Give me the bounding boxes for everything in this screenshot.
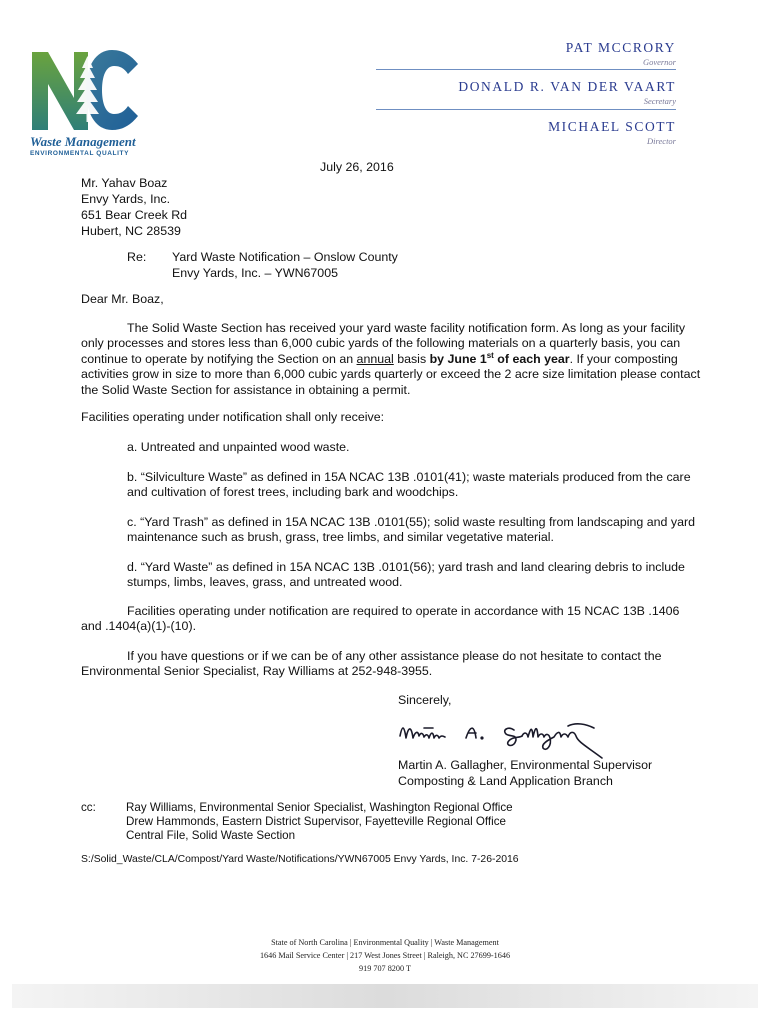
p1-deadline-text-2: of each year	[493, 351, 570, 366]
p1-deadline	[430, 352, 570, 366]
nc-deq-logo	[30, 46, 142, 162]
header-rule-2	[376, 109, 676, 110]
p1-deadline-sup: st	[486, 350, 494, 360]
footer-line-2: 1646 Mail Service Center | 217 West Jones Street | Raleigh, NC 27699-1646	[259, 951, 511, 960]
re-line: Envy Yards, Inc. – YWN67005	[172, 266, 338, 280]
p1-text-a: The Solid Waste Section has received your yard waste facility notification form. As long as your facility only processes and stores less than 6,000 cubic yards of the following materials on a quarterly basis, you can continue to operate by notifying the Section on an	[81, 321, 686, 366]
footer-bar	[12, 984, 758, 1008]
p1-text-b: basis	[393, 351, 430, 366]
cc-line: Drew Hammonds, Eastern District Supervisor, Fayetteville Regional Office	[126, 815, 506, 828]
official-director	[548, 119, 676, 146]
footer-line-1: State of North Carolina | Environmental Quality | Waste Management	[271, 938, 499, 947]
official-title: Secretary	[643, 96, 676, 106]
paragraph-4: If you have questions or if we can be of any other assistance please do not hesitate to contact the Environmental Senior Specialist, Ray Williams at 252-948-3955.	[81, 649, 662, 679]
cc-line: Ray Williams, Environmental Senior Specialist, Washington Regional Office	[126, 801, 513, 814]
official-title: Governor	[642, 57, 676, 67]
official-title: Director	[647, 136, 676, 146]
cc-line: Central File, Solid Waste Section	[126, 829, 296, 842]
logo-title: Waste Management	[30, 134, 136, 149]
paragraph-2: Facilities operating under notification shall only receive:	[81, 410, 385, 424]
address-line: 651 Bear Creek Rd	[81, 208, 188, 222]
address-line: Mr. Yahav Boaz	[81, 176, 168, 190]
nc-letters-graphic	[30, 46, 142, 132]
file-path: S:/Solid_Waste/CLA/Compost/Yard Waste/Notifications/YWN67005 Envy Yards, Inc. 7-26-2016	[81, 854, 519, 865]
handwritten-signature	[396, 716, 634, 762]
address-line: Envy Yards, Inc.	[81, 192, 171, 206]
official-name: PAT MCCRORY	[565, 40, 676, 55]
re-line: Yard Waste Notification – Onslow County	[172, 250, 398, 264]
list-item-a: a. Untreated and unpainted wood waste.	[127, 440, 350, 454]
closing: Sincerely,	[398, 693, 452, 707]
paragraph-1	[81, 321, 701, 398]
logo-subtitle: ENVIRONMENTAL QUALITY	[30, 150, 130, 157]
address-line: Hubert, NC 28539	[81, 224, 181, 238]
footer-line-3: 919 707 8200 T	[359, 964, 411, 973]
official-governor	[566, 40, 676, 67]
list-item-d: d. “Yard Waste” as defined in 15A NCAC 13B .0101(56); yard trash and land clearing debris to include stumps, limbs, leaves, grass, and untreated wood.	[127, 560, 685, 590]
list-item-c: c. “Yard Trash” as defined in 15A NCAC 13B .0101(55); solid waste resulting from landscaping and yard maintenance such as brush, grass, tree limbs, and similar vegetative material.	[127, 515, 695, 545]
official-name: MICHAEL SCOTT	[548, 119, 676, 134]
signer-name: Martin A. Gallagher, Environmental Supervisor	[398, 758, 653, 772]
official-name: DONALD R. VAN DER VAART	[458, 79, 676, 94]
salutation: Dear Mr. Boaz,	[81, 292, 164, 306]
p1-deadline-text: by June 1	[429, 351, 487, 366]
p1-text-c: . If your composting activities grow in size to more than 6,000 cubic yards quarterly or exceed the 2 acre size limitation please contact the Solid Waste Section for assistance in obtaining a permit.	[81, 351, 701, 397]
p1-annual: annual	[356, 351, 394, 366]
re-label: Re:	[127, 250, 147, 264]
signer-branch: Composting & Land Application Branch	[398, 774, 613, 788]
paragraph-3: Facilities operating under notification are required to operate in accordance with 15 NCAC 13B .1406 and .1404(a)(1)-(10).	[81, 604, 680, 634]
letter-date: July 26, 2016	[320, 160, 394, 174]
list-item-b: b. “Silviculture Waste” as defined in 15A NCAC 13B .0101(41); waste materials produced from the care and cultivation of forest trees, including bark and woodchips.	[127, 470, 691, 500]
cc-label: cc:	[81, 801, 96, 814]
official-secretary	[458, 79, 676, 106]
header-rule-1	[376, 69, 676, 70]
